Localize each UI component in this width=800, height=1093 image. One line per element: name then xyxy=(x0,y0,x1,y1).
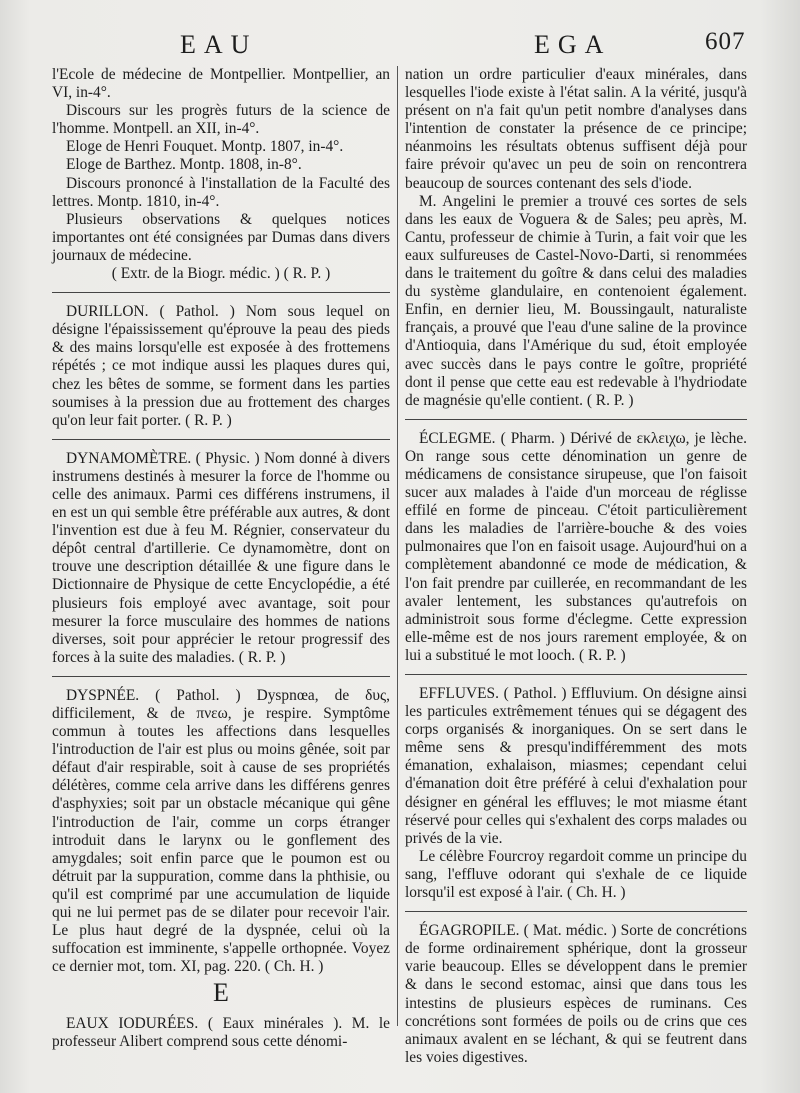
entry-divider xyxy=(405,911,747,912)
page-number: 607 xyxy=(705,28,746,55)
entry-eaux-iodurees-continued xyxy=(405,66,747,410)
entry-divider xyxy=(405,419,747,420)
section-letter: E xyxy=(213,978,229,1008)
running-head xyxy=(0,30,800,64)
running-head-right: EGA xyxy=(534,30,612,59)
entry-eaux-iodurees xyxy=(52,1015,390,1051)
entry-text: DURILLON. ( Pathol. ) Nom sous lequel on désigne l'épaississement qu'éprouve la peau des pieds & des mains lorsqu'elle est exposée à des frottemens répétés ; ce mot indique aussi les plaques dures qui, chez les bêtes de somme, se forment dans les parties soumises à la pression due au frottement des charges qu'on leur fait porter. ( R. P. ) xyxy=(52,303,390,429)
entry-text: Le célèbre Fourcroy regardoit comme un principe du sang, l'effluve odorant qui s'exhale de ce liquide lorsqu'il est exposé à l'air. ( Ch. H. ) xyxy=(405,847,747,902)
entry-divider xyxy=(52,292,390,293)
entry-eclegme xyxy=(405,430,747,665)
entry-text: DYNAMOMÈTRE. ( Physic. ) Nom donné à divers instrumens destinés à mesurer la force de l'homme ou celle des animaux. Parmi ces différens instrumens, il en est un qui semble être préférable aux autres, & dont l'invention est due à feu M. Régnier, conservateur du dépôt central d'artillerie. Ce dynamomètre, dont on trouve une description détaillée & une figure dans le Dictionnaire de Physique de cette Encyclopédie, a été plusieurs fois employé avec avantage, soit pour mesurer la force musculaire des hommes de nations diverses, soit pour apprécier le retour progressif des forces à la suite des maladies. ( R. P. ) xyxy=(52,449,390,666)
entry-text: nation un ordre particulier d'eaux minérales, dans lesquelles l'iode existe à l'état salin. A la vérité, jusqu'à présent on n'a fait qu'un petit nombre d'analyses dans l'intention de constater la présence de ce principe; néanmoins les résultats obtenus suffisent déjà pour faire prévoir qu'avec un peu de soin on rencontrera beaucoup de sources contenant des sels d'iode. xyxy=(405,66,747,192)
entry-text: DYSPNÉE. ( Pathol. ) Dyspnœa, de δυς, difficilement, & de πνεω, je respire. Symptôme commun à toutes les affections dans lesquelles l'introduction de l'air est plus ou moins gênée, soit par défaut d'air respirable, soit à cause de ses propriétés délétères, comme cela arrive dans les différens genres d'asphyxies; soit par un obstacle mécanique qui gêne l'introduction de l'air, comme un corps étranger introduit dans le larynx ou le gonflement des amygdales; soit enfin parce que le poumon est ou détruit par la suppuration, comme dans la phthisie, ou qu'il est comprimé par une accumulation de liquide qui ne lui permet pas de se dilater pour recevoir l'air. Le plus haut degré de la dyspnée, celui où la suffocation est imminente, s'appelle orthopnée. Voyez ce dernier mot, tom. XI, pag. 220. ( Ch. H. ) xyxy=(52,686,390,976)
entry-dynamometre xyxy=(52,450,390,667)
running-head-left: EAU xyxy=(180,30,258,59)
entry-divider xyxy=(52,676,390,677)
entry-dyspnee xyxy=(52,687,390,977)
bib-entry: l'Ecole de médecine de Montpellier. Montpellier, an VI, in-4°. xyxy=(52,66,390,102)
right-column xyxy=(405,66,747,1067)
column-divider xyxy=(397,66,398,1026)
bib-entry: Eloge de Henri Fouquet. Montp. 1807, in-4°. xyxy=(66,138,344,156)
entry-effluves xyxy=(405,685,747,902)
entry-divider xyxy=(52,439,390,440)
entry-text: ÉGAGROPILE. ( Mat. médic. ) Sorte de concrétions de forme ordinairement sphérique, dont la grosseur varie beaucoup. Elles se développent dans le premier & dans le second estomac, ainsi que dans tous les intestins de plusieurs espèces de ruminans. Ces concrétions sont formées de poils ou de crins que ces animaux avalent en se léchant, & qui se feutrent dans les voies digestives. xyxy=(405,922,747,1066)
bib-note: Plusieurs observations & quelques notices importantes ont été consignées par Dumas dans divers journaux de médecine. xyxy=(52,210,390,264)
bib-entry: Eloge de Barthez. Montp. 1808, in-8°. xyxy=(66,156,302,174)
entry-durillon xyxy=(52,303,390,430)
entry-divider xyxy=(405,674,747,675)
bib-entry: Discours prononcé à l'installation de la Faculté des lettres. Montp. 1810, in-4°. xyxy=(52,174,390,210)
entry-text: M. Angelini le premier a trouvé ces sortes de sels dans les eaux de Voguera & de Sales; peu après, M. Cantu, professeur de chimie à Turin, a fait voir que les eaux sulfureuses de Castel-Novo-Darti, si renommées dans le traitement du goître & dans celui des maladies du système glandulaire, en contenoient également. Enfin, en dernier lieu, M. Boussingault, naturaliste français, a prouvé que l'eau d'une saline de la province d'Antioquia, dans l'Amérique du sud, étoit employée avec succès dans le pays contre le goître, propriété dont il pense que cette eau est redevable à l'hydriodate de magnésie qu'elle contient. ( R. P. ) xyxy=(405,192,747,409)
entry-egagropile xyxy=(405,922,747,1067)
bib-entry: Discours sur les progrès futurs de la science de l'homme. Montpell. an XII, in-4°. xyxy=(52,102,390,138)
entry-text: EFFLUVES. ( Pathol. ) Effluvium. On désigne ainsi les particules extrêmement ténues qui se dégagent des corps organisés & inorganiques. On se sert dans le même sens & presqu'indifféremment des mots émanation, exhalaison, miasmes; cependant celui d'émanation doit être préféré à celui d'exhalation pour désigner en général les effluves; le mot miasme étant réservé pour celles qui s'exhalent des corps malades ou privés de la vie. xyxy=(405,685,747,847)
entry-text: ÉCLEGME. ( Pharm. ) Dérivé de εκλειχω, je lèche. On range sous cette dénomination un genre de médicamens de consistance sirupeuse, que l'on faisoit sucer aux malades à l'aide d'un morceau de réglisse effilé en forme de pinceau. C'étoit particulièrement dans les maladies de l'arrière-bouche & des voies pulmonaires que l'on en faisoit usage. Aujourd'hui on a complètement abandonné ce mode de médication, & l'on fait prendre par cuillerée, en recommandant de les avaler lentement, les substances qu'autrefois on administroit sous forme d'éclegme. Cette expression elle-même est de nos jours rarement employée, & on lui a substitué le mot looch. ( R. P. ) xyxy=(405,429,747,664)
left-column xyxy=(52,66,390,1051)
bibliography-block xyxy=(52,66,390,283)
entry-text: EAUX IODURÉES. ( Eaux minérales ). M. le professeur Alibert comprend sous cette dénomi- xyxy=(52,1014,390,1050)
bib-source: ( Extr. de la Biogr. médic. ) ( R. P. ) xyxy=(111,265,331,283)
